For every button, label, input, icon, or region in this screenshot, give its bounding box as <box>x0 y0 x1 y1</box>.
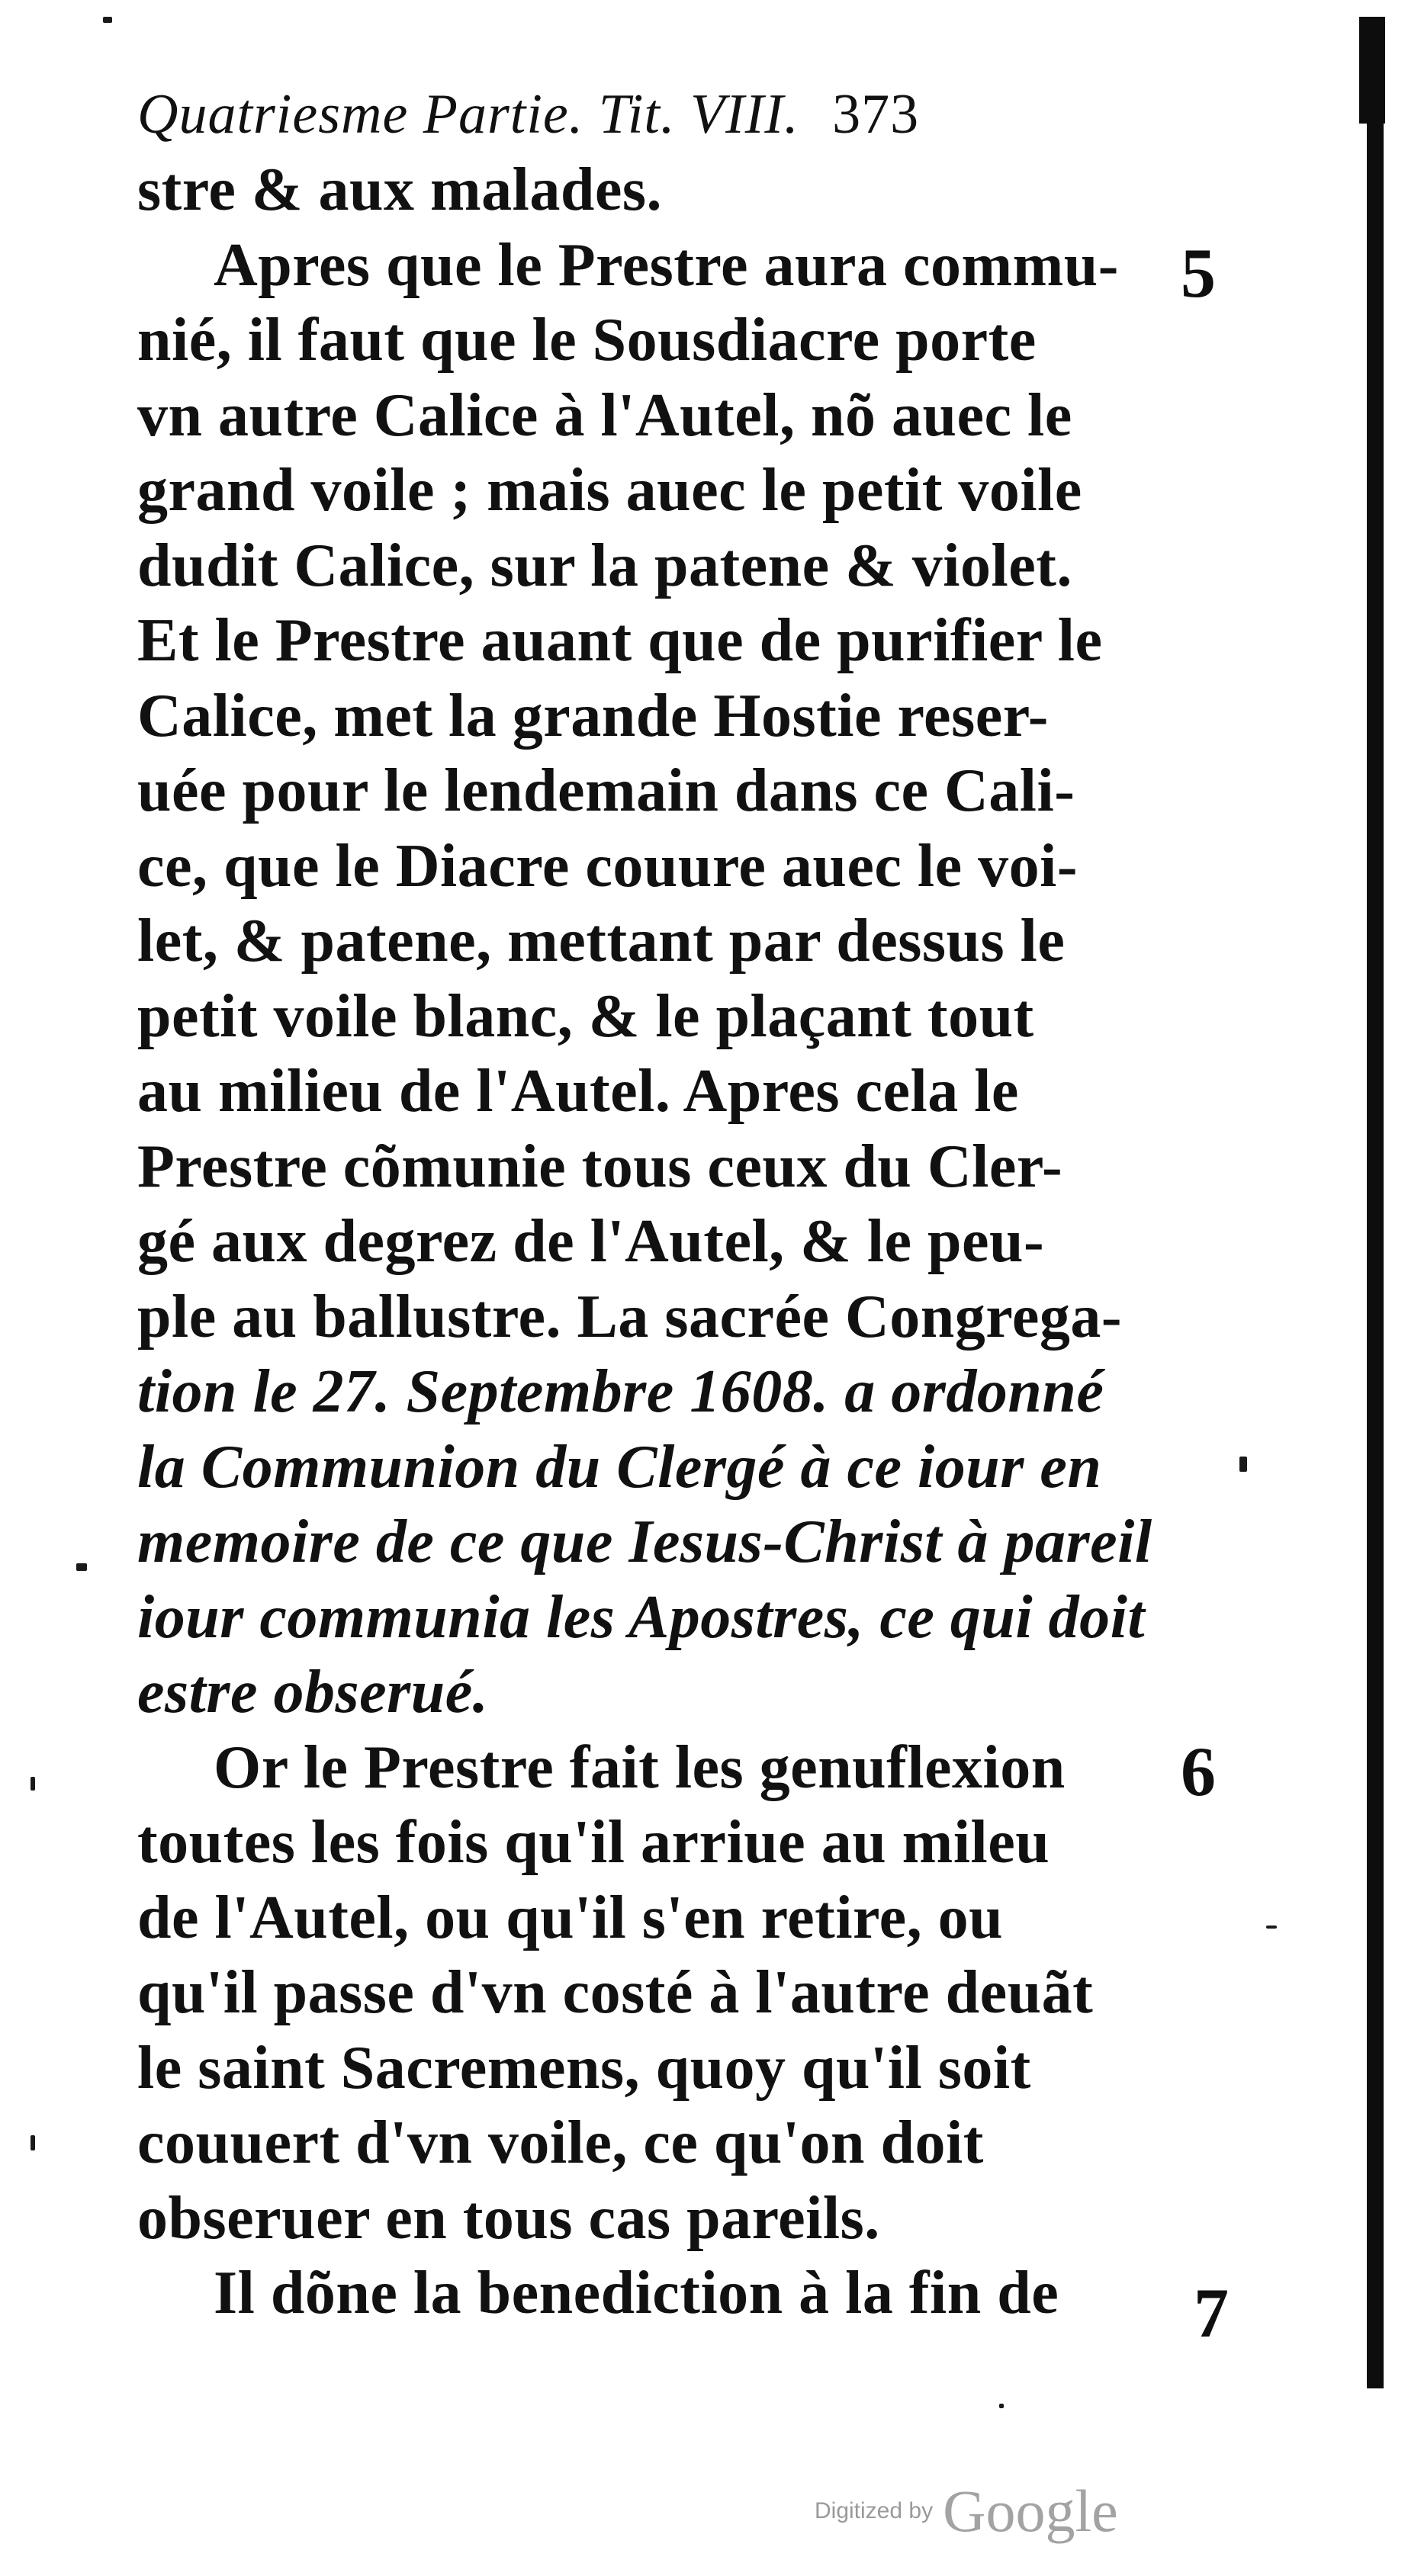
body-line: stre & aux malades. <box>137 156 662 223</box>
digitized-watermark <box>815 2477 1118 2545</box>
google-logo: Google <box>943 2478 1118 2544</box>
body-line-italic: estre obserué. <box>137 1659 489 1726</box>
body-line-italic: tion le 27. Septembre 1608. a ordonné <box>137 1358 1104 1425</box>
running-header <box>137 76 1175 153</box>
body-line: grand voile ; mais auec le petit voile <box>137 457 1082 524</box>
margin-number-5: 5 <box>1181 234 1216 312</box>
body-line-italic: memoire de ce que Iesus-Christ à pareil <box>137 1508 1152 1575</box>
body-line: gé aux degrez de l'Autel, & le peu- <box>137 1208 1045 1275</box>
body-line: obseruer en tous cas pareils. <box>137 2184 880 2252</box>
body-line: ple au ballustre. La sacrée Congrega- <box>137 1283 1122 1351</box>
body-line: Calice, met la grande Hostie reser- <box>137 682 1049 750</box>
running-head: Quatriesme Partie. Tit. VIII. <box>137 83 799 146</box>
body-line: couuert d'vn voile, ce qu'on doit <box>137 2109 984 2176</box>
body-line: toutes les fois qu'il arriue au mileu <box>137 1809 1050 1876</box>
scan-speck <box>76 1563 87 1571</box>
page-edge-shadow <box>1367 17 1384 2388</box>
body-line: Il dõne la benediction à la fin de <box>214 2260 1059 2327</box>
scan-speck <box>1239 1457 1247 1472</box>
body-line: Et le Prestre auant que de purifier le <box>137 607 1103 674</box>
scan-speck <box>103 17 112 23</box>
scan-speck <box>31 1777 35 1791</box>
body-line: dudit Calice, sur la patene & violet. <box>137 532 1072 599</box>
scan-speck <box>999 2404 1004 2408</box>
body-line: qu'il passe d'vn costé à l'autre deuãt <box>137 1959 1094 2026</box>
body-line: Apres que le Prestre aura commu- <box>214 231 1119 299</box>
body-line: Or le Prestre fait les genuflexion <box>214 1733 1066 1801</box>
scan-speck <box>1266 1926 1277 1929</box>
margin-number-7: 7 <box>1194 2274 1229 2352</box>
body-line: ce, que le Diacre couure auec le voi- <box>137 832 1078 900</box>
body-line: le saint Sacremens, quoy qu'il soit <box>137 2034 1031 2102</box>
page-number: 373 <box>832 83 920 146</box>
body-line: au milieu de l'Autel. Apres cela le <box>137 1058 1019 1125</box>
body-line: Prestre cõmunie tous ceux du Cler- <box>137 1132 1063 1200</box>
body-line-italic: iour communia les Apostres, ce qui doit <box>137 1583 1146 1651</box>
body-line: uée pour le lendemain dans ce Cali- <box>137 757 1075 824</box>
text-block <box>137 76 1175 2331</box>
body-line-italic: la Communion du Clergé à ce iour en <box>137 1433 1102 1501</box>
margin-number-6: 6 <box>1181 1733 1216 1810</box>
body-line: petit voile blanc, & le plaçant tout <box>137 982 1034 1050</box>
body-line: de l'Autel, ou qu'il s'en retire, ou <box>137 1884 1004 1951</box>
scan-speck <box>31 2135 35 2150</box>
body-line: nié, il faut que le Sousdiacre porte <box>137 307 1037 374</box>
digitized-by-label: Digitized by <box>815 2498 934 2523</box>
body-line: let, & patene, mettant par dessus le <box>137 907 1066 975</box>
body-line: vn autre Calice à l'Autel, nõ auec le <box>137 381 1072 449</box>
